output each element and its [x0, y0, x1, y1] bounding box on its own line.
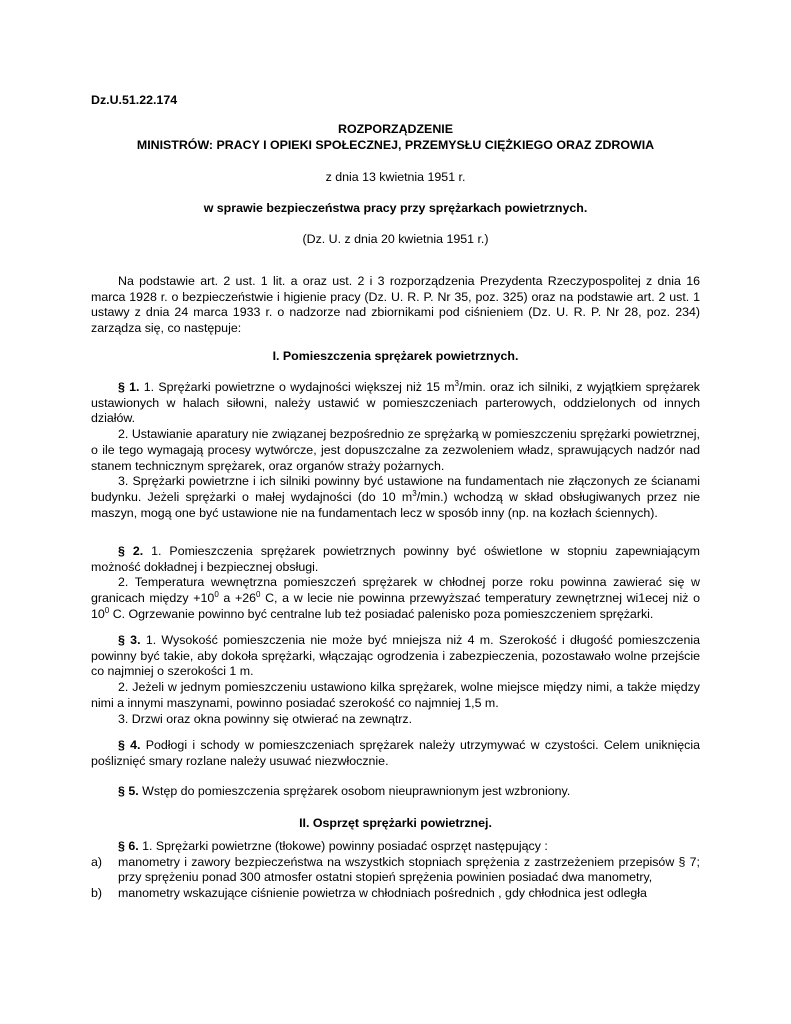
- section-6-label: § 6.: [118, 839, 139, 853]
- chapter-1-heading: I. Pomieszczenia sprężarek powietrznych.: [272, 349, 519, 363]
- section-1-para-3: 3. Sprężarki powietrzne i ich silniki powinny być ustawione na fundamentach nie złączonych ze ścianami budynku. Jeżeli sprężarki o małej wydajności (do 10 $m^3/\min$.) wchodzą w skład obsługiwanych przez nie maszyn, mogą one być ustawione nie na fundamentach lecz w sposób inny (np. na kozłach ściennych).: [91, 474, 700, 520]
- section-1-para-1: § 1. 1. Sprężarki powietrzne o wydajności większej niż 15 $m^3/\min$. oraz ich silniki, z wyjątkiem sprężarek ustawionych w halach siłowni, należy ustawić w pomieszczeniach parterowych, oddzielonych od innych działów.: [91, 378, 700, 426]
- document-title: ROZPORZĄDZENIE: [338, 122, 453, 136]
- section-2-label: § 2.: [118, 544, 144, 558]
- section-3: [91, 633, 700, 727]
- section-3-para-1: § 3. 1. Wysokość pomieszczenia nie może być mniejsza niż 4 m. Szerokość i długość pomieszczenia powinny być takie, aby dokoła sprężarki, włączając ogrodzenia i zabezpieczenia, pozostawało wolne przejście co najmniej o szerokości 1 m.: [91, 633, 700, 679]
- section-4-para-1: § 4. Podłogi i schody w pomieszczeniach sprężarek należy utrzymywać w czystości. Celem uniknięcia pośliznięć smary rozlane należy usuwać niezwłocznie.: [91, 738, 700, 768]
- document-subject: w sprawie bezpieczeństwa pracy przy sprężarkach powietrznych.: [203, 201, 588, 215]
- section-4: [91, 738, 700, 769]
- section-4-label: § 4.: [118, 738, 141, 752]
- section-1-label: § 1.: [118, 380, 140, 394]
- issuing-ministries: MINISTRÓW: PRACY I OPIEKI SPOŁECZNEJ, PRZEMYSŁU CIĘŻKIEGO ORAZ ZDROWIA: [136, 138, 655, 152]
- section-1-para-2: 2. Ustawianie aparatury nie związanej bezpośrednio ze sprężarką w pomieszczeniu sprężarki powietrznej, o ile tego wymagają procesy wytwórcze, jest dopuszczalne za zezwoleniem władz, sprawujących nadzór nad stanem technicznym sprężarek, oraz organów straży pożarnych.: [91, 427, 700, 473]
- preamble-text: Na podstawie art. 2 ust. 1 lit. a oraz ust. 2 i 3 rozporządzenia Prezydenta Rzeczypospolitej z dnia 16 marca 1928 r. o bezpieczeństwie i higienie pracy (Dz. U. R. P. Nr 35, poz. 325) oraz na podstawie art. 2 ust. 1 ustawy z dnia 24 marca 1933 r. o nadzorze nad zbiornikami pod ciśnieniem (Dz. U. R. P. Nr 28, poz. 234) zarządza się, co następuje:: [91, 274, 700, 336]
- issue-date: z dnia 13 kwietnia 1951 r.: [325, 170, 466, 184]
- section-2-para-1: § 2. 1. Pomieszczenia sprężarek powietrznych powinny być oświetlone w stopniu zapewniającym możność dokładnej i bezpiecznej obsługi.: [91, 544, 700, 574]
- list-item-a-label: a): [91, 854, 103, 869]
- chapter-2-heading: II. Osprzęt sprężarki powietrznej.: [299, 816, 492, 830]
- section-3-label: § 3.: [118, 633, 141, 647]
- section-6: [91, 839, 700, 902]
- section-5-label: § 5.: [118, 784, 139, 798]
- publication-note: (Dz. U. z dnia 20 kwietnia 1951 r.): [302, 232, 489, 246]
- list-item-a: [91, 855, 700, 886]
- journal-reference: Dz.U.51.22.174: [91, 93, 178, 107]
- section-2: [91, 544, 700, 623]
- section-6-para-1: § 6. 1. Sprężarki powietrzne (tłokowe) powinny posiadać osprzęt następujący :: [118, 839, 548, 853]
- preamble: [91, 274, 700, 337]
- list-item-a-text: manometry i zawory bezpieczeństwa na wszystkich stopniach sprężenia z zastrzeżeniem przepisów § 7; przy sprężeniu ponad 300 atmosfer ostatni stopień sprężenia powinien posiadać dwa manometry,: [118, 854, 700, 885]
- list-item-b-label: b): [91, 886, 103, 901]
- section-1: [91, 380, 700, 521]
- section-5: [91, 784, 700, 800]
- section-2-para-2: 2. Temperatura wewnętrzna pomieszczeń sprężarek w chłodnej porze roku powinna zawierać się w granicach między $+10^0$ $a +26^0$ C, a w lecie nie powinna przewyższać temperatury zewnętrznej wi1ecej niż o $10^0$ C. Ogrzewanie powinno być centralne lub też posiadać palenisko poza pomieszczeniem sprężarki.: [91, 575, 700, 621]
- list-item-b: [91, 886, 700, 902]
- section-3-para-2: 2. Jeżeli w jednym pomieszczeniu ustawiono kilka sprężarek, wolne miejsce między nimi, a także między nimi a innymi maszynami, powinno posiadać szerokość co najmniej 1,5 m.: [91, 680, 700, 710]
- section-5-para-1: § 5. Wstęp do pomieszczenia sprężarek osobom nieuprawnionym jest wzbroniony.: [118, 784, 571, 798]
- list-item-b-text: manometry wskazujące ciśnienie powietrza w chłodniach pośrednich , gdy chłodnica jest odległa: [118, 886, 647, 901]
- section-3-para-3: 3. Drzwi oraz okna powinny się otwierać na zewnątrz.: [118, 711, 413, 726]
